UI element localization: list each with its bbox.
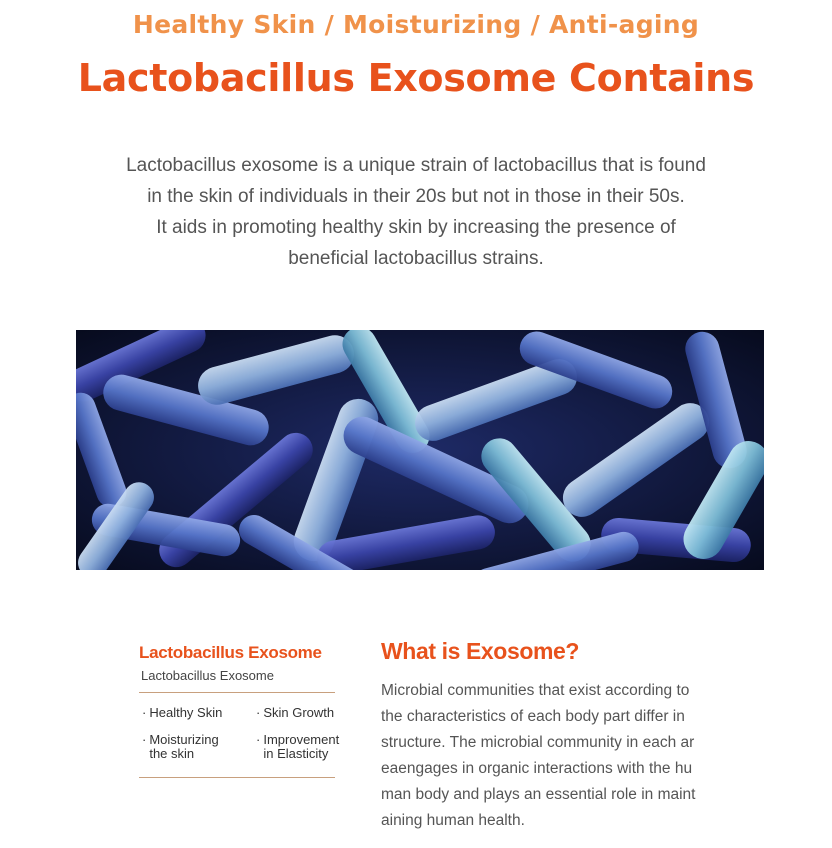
bullet: · (256, 705, 261, 720)
feature-label: Healthy Skin (149, 705, 223, 720)
card-subtitle: Lactobacillus Exosome (141, 668, 274, 683)
feature-label: Moisturizing the skin (149, 732, 219, 761)
intro-line: in the skin of individuals in their 20s but not in those in their 50s. (147, 186, 685, 207)
lactobacillus-microscope-icon (76, 330, 764, 570)
feature-moisturizing (142, 733, 247, 761)
feature-elasticity (256, 733, 346, 761)
lactobacillus-image (76, 330, 764, 570)
bullet: · (142, 705, 147, 720)
intro-paragraph (0, 150, 832, 274)
intro-line: Lactobacillus exosome is a unique strain of lactobacillus that is found (126, 155, 706, 176)
bullet: · (256, 732, 261, 747)
section-body: Microbial communities that exist according to the characteristics of each body part differ in structure. The microbial community in each ar eaengages in organic interactions with the hu man body and plays an essential role in maint aining human health. (381, 682, 696, 829)
page-title: Lactobacillus Exosome Contains (77, 56, 755, 100)
feature-label: Skin Growth (263, 705, 335, 720)
feature-healthy-skin (142, 706, 222, 720)
intro-line: It aids in promoting healthy skin by increasing the presence of (156, 217, 676, 238)
feature-label: Improvement in Elasticity (263, 732, 340, 761)
intro-line: beneficial lactobacillus strains. (288, 248, 544, 269)
feature-skin-growth (256, 706, 334, 720)
bullet: · (142, 732, 147, 747)
card-title: Lactobacillus Exosome (139, 643, 322, 662)
divider (139, 777, 335, 778)
tagline: Healthy Skin / Moisturizing / Anti-aging (132, 10, 700, 39)
section-title: What is Exosome? (381, 638, 580, 664)
divider (139, 692, 335, 693)
